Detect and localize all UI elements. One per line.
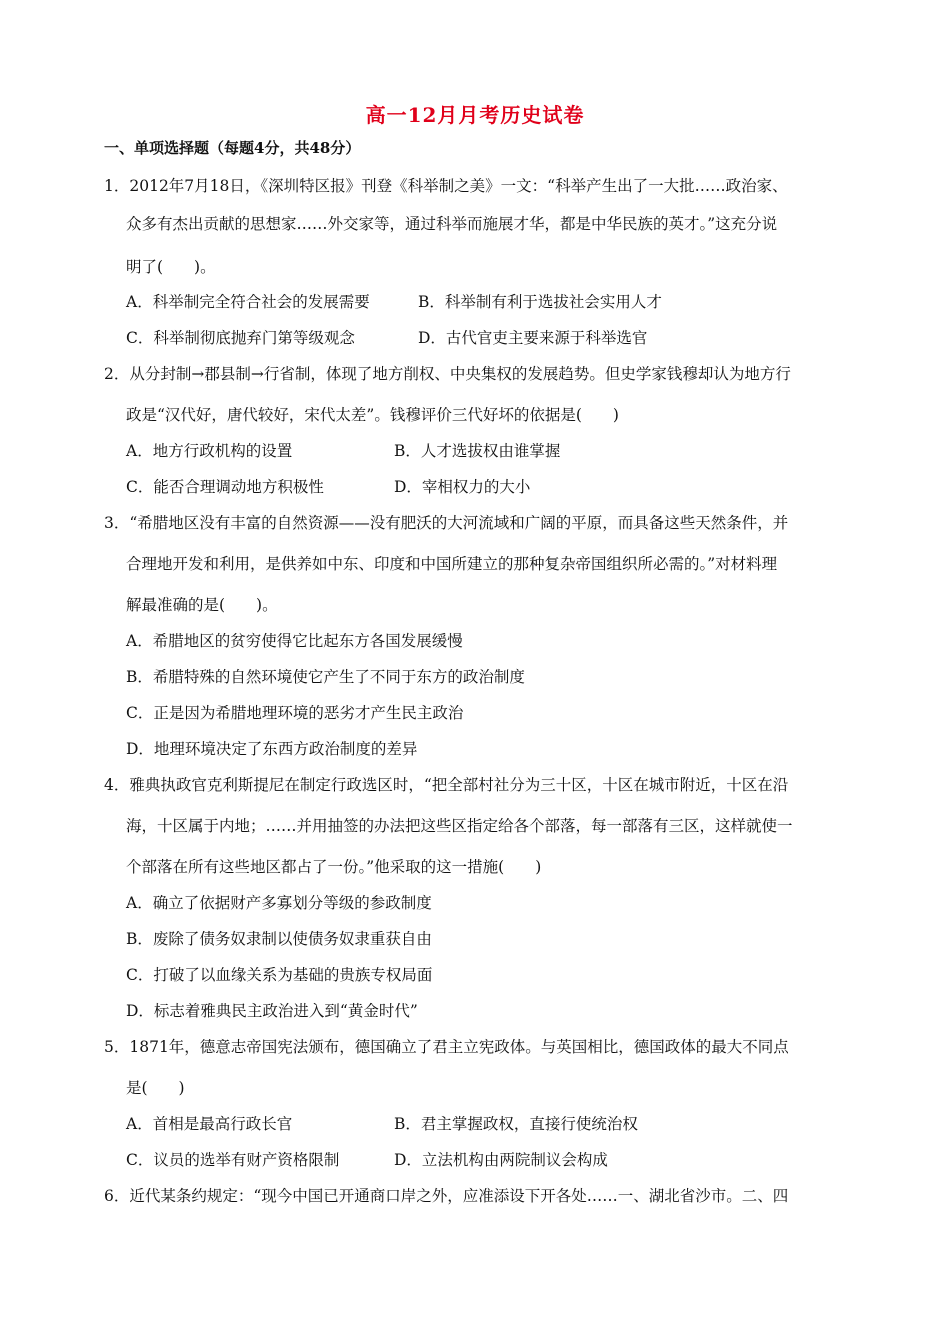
question-4-option-a: A．确立了依据财产多寡划分等级的参政制度 xyxy=(126,894,432,912)
question-1-line-1: 1．2012年7月18日，《深圳特区报》刊登《科举制之美》一文：“科举产生出了一大批……政治家、 xyxy=(104,177,788,195)
question-2-option-d: D．宰相权力的大小 xyxy=(394,478,531,496)
question-4-option-b: B．废除了债务奴隶制以使债务奴隶重获自由 xyxy=(126,930,432,948)
question-4-option-d: D．标志着雅典民主政治进入到“黄金时代” xyxy=(126,1002,418,1020)
question-5-option-a: A．首相是最高行政长官 xyxy=(126,1115,293,1133)
question-1-option-d: D．古代官吏主要来源于科举选官 xyxy=(418,329,648,347)
question-3-option-d: D．地理环境决定了东西方政治制度的差异 xyxy=(126,740,418,758)
question-1-option-b: B．科举制有利于选拔社会实用人才 xyxy=(418,293,662,311)
question-5-option-c: C．议员的选举有财产资格限制 xyxy=(126,1151,340,1169)
question-3-option-b: B．希腊特殊的自然环境使它产生了不同于东方的政治制度 xyxy=(126,668,525,686)
question-2-line-2: 政是“汉代好，唐代较好，宋代太差”。钱穆评价三代好坏的依据是( ) xyxy=(126,406,619,424)
question-1-line-2: 众多有杰出贡献的思想家……外交家等，通过科举而施展才华，都是中华民族的英才。”这充分说 xyxy=(126,215,778,233)
question-3-line-3: 解最准确的是( )。 xyxy=(126,596,278,614)
question-1-line-3: 明了( )。 xyxy=(126,258,216,276)
question-2-option-c: C．能否合理调动地方积极性 xyxy=(126,478,324,496)
question-2-line-1: 2．从分封制→郡县制→行省制，体现了地方削权、中央集权的发展趋势。但史学家钱穆却认为地方行 xyxy=(104,365,791,383)
question-4-line-3: 个部落在所有这些地区都占了一份。”他采取的这一措施( ) xyxy=(126,858,542,876)
question-4-line-2: 海，十区属于内地；……并用抽签的办法把这些区指定给各个部落，每一部落有三区，这样就使一 xyxy=(126,817,793,835)
question-5-option-b: B．君主掌握政权，直接行使统治权 xyxy=(394,1115,638,1133)
question-4-option-c: C．打破了以血缘关系为基础的贵族专权局面 xyxy=(126,966,433,984)
question-1-option-a: A．科举制完全符合社会的发展需要 xyxy=(126,293,370,311)
question-3-line-2: 合理地开发和利用，是供养如中东、印度和中国所建立的那种复杂帝国组织所必需的。”对材料理 xyxy=(126,555,778,573)
question-3-line-1: 3．“希腊地区没有丰富的自然资源——没有肥沃的大河流域和广阔的平原，而具备这些天然条件，并 xyxy=(104,514,789,532)
question-5-line-1: 5．1871年，德意志帝国宪法颁布，德国确立了君主立宪政体。与英国相比，德国政体的最大不同点 xyxy=(104,1038,789,1056)
section-heading: 一、单项选择题（每题4分，共48分） xyxy=(104,139,361,157)
question-5-line-2: 是( ) xyxy=(126,1079,185,1097)
question-3-option-c: C．正是因为希腊地理环境的恶劣才产生民主政治 xyxy=(126,704,464,722)
question-2-option-a: A．地方行政机构的设置 xyxy=(126,442,293,460)
question-3-option-a: A．希腊地区的贫穷使得它比起东方各国发展缓慢 xyxy=(126,632,463,650)
question-5-option-d: D．立法机构由两院制议会构成 xyxy=(394,1151,608,1169)
question-6-line-1: 6．近代某条约规定：“现今中国已开通商口岸之外，应准添设下开各处……一、湖北省沙市。二、四 xyxy=(104,1187,789,1205)
question-2-option-b: B．人才选拔权由谁掌握 xyxy=(394,442,561,460)
question-4-line-1: 4．雅典执政官克利斯提尼在制定行政选区时，“把全部村社分为三十区，十区在城市附近，十区在沿 xyxy=(104,776,789,794)
page-title: 高一12月月考历史试卷 xyxy=(365,103,585,127)
question-1-option-c: C．科举制彻底抛弃门第等级观念 xyxy=(126,329,355,347)
